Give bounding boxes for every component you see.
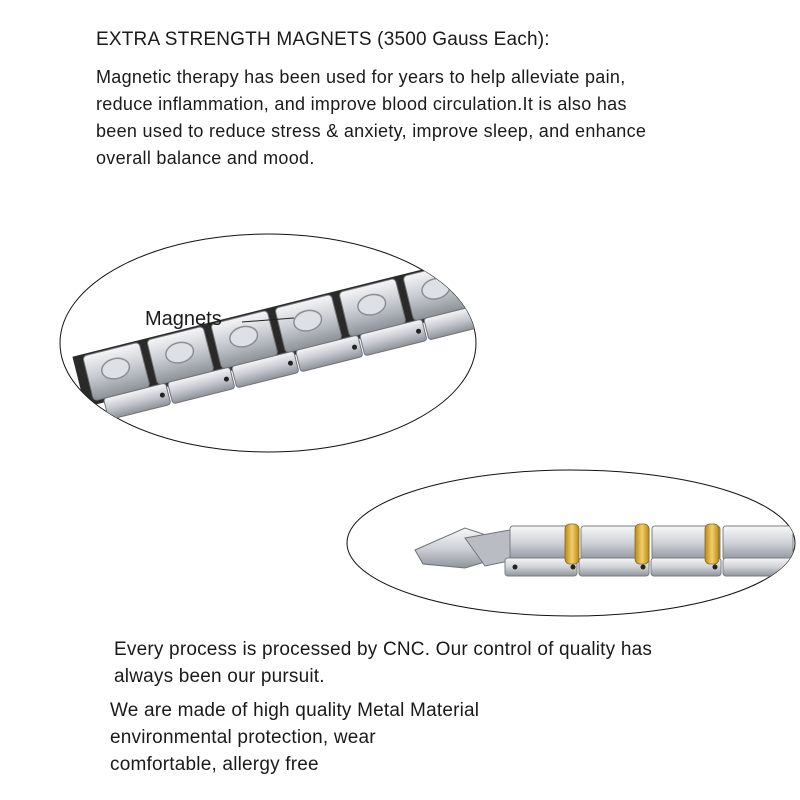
intro-line: reduce inflammation, and improve blood circulation.It is also has [96,94,627,114]
magnets-callout-label: Magnets [145,308,222,330]
intro-line: overall balance and mood. [96,148,315,168]
magnet-bracelet-figure [58,232,478,454]
section-heading: EXTRA STRENGTH MAGNETS (3500 Gauss Each): [96,29,550,50]
material-line: environmental protection, wear [110,727,376,748]
clasp-bracelet-figure [345,468,797,618]
material-line: comfortable, allergy free [110,754,319,775]
material-paragraph [110,697,479,778]
intro-line: Magnetic therapy has been used for years to help alleviate pain, [96,67,626,87]
material-line: We are made of high quality Metal Material [110,700,480,721]
intro-paragraph [96,64,746,172]
process-line: always been our pursuit. [114,666,325,687]
intro-line: been used to reduce stress & anxiety, improve sleep, and enhance [96,121,647,141]
process-paragraph [114,636,652,690]
process-line: Every process is processed by CNC. Our control of quality has [114,639,653,660]
